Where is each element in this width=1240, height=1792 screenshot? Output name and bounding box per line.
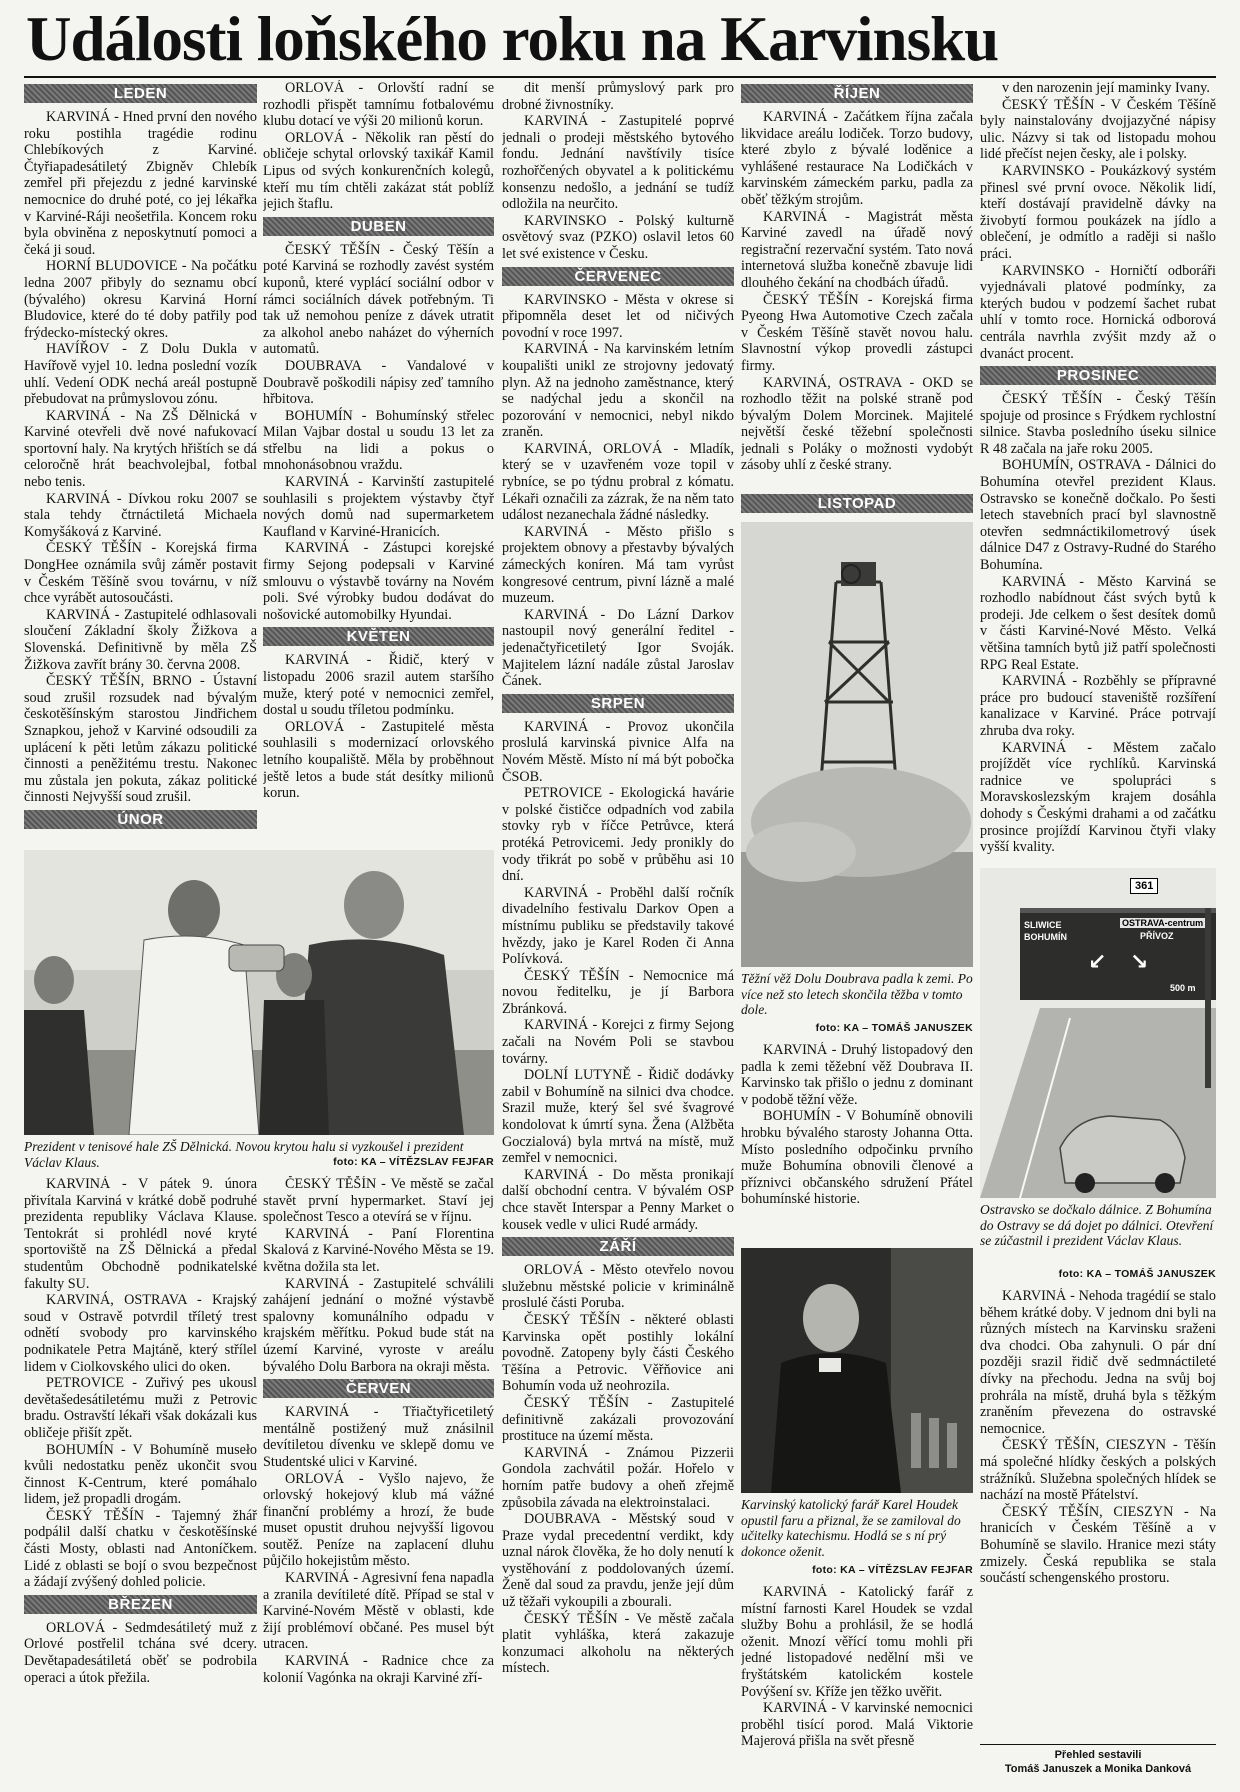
news-item: KARVINÁ - Na ZŠ Dělnická v Karviné otevřeli dvě nové nafukovací sportovní haly. Na krytých hřištích se dá celoročně hrát beachvolejbal, fotbal nebo tenis. xyxy=(24,407,257,491)
news-item: dit menší průmyslový park pro drobné živnostníky. xyxy=(502,80,734,113)
month-heading-rijen: ŘÍJEN xyxy=(741,84,973,103)
news-item: KARVINÁ - Druhý listopadový den padla k zemi těžební věž Doubrava II. Karvinsko tak přišlo o jednu z dominant v podobě těžní věže. xyxy=(741,1042,973,1108)
cervenec-articles xyxy=(502,292,734,690)
month-heading-leden: LEDEN xyxy=(24,84,257,103)
news-item: KARVINÁ - Magistrát města Karviné zavedl na úřadě nový registrační rezervační systém. Tato nová internetová služba konečně zbavuje lidi dlouhého čekání na chodbách úřadů. xyxy=(741,208,973,291)
column-3 xyxy=(502,80,734,1786)
news-item: KARVINÁ - Provoz ukončila proslulá karvinská pivnice Alfa na Novém Městě. Místo ní má být pobočka ČSOB. xyxy=(502,718,734,785)
footer-credits xyxy=(980,1744,1216,1776)
prosinec-articles xyxy=(980,391,1216,856)
news-item: PETROVICE - Zuřivý pes ukousl devětašedesátiletému muži z Petrovic bradu. Ostravští lékaři však dokázali kus obličeje přišít zpět. xyxy=(24,1375,257,1441)
column-1-bottom xyxy=(24,1176,257,1786)
photo-mining-tower-credit: foto: KA – TOMÁŠ JANUSZEK xyxy=(815,1022,973,1034)
photo-highway-credit: foto: KA – TOMÁŠ JANUSZEK xyxy=(1058,1268,1216,1280)
news-item: ORLOVÁ - Orlovští radní se rozhodli přispět tamnímu fotbalovému klubu dotací ve výši 20 milionů korun. xyxy=(263,80,494,130)
news-item: ORLOVÁ - Několik ran pěstí do obličeje schytal orlovský taxikář Kamil Lipus od svých konkurenčních kolegů, kteří mu tím chtěli zakázat stát poblíž jejich štaflu. xyxy=(263,129,494,213)
photo-priest-caption: Karvinský katolický farář Karel Houdek opustil faru a přiznal, že se zamiloval do učitelky katechismu. Hodlá se s ní prý dokonce oženit. xyxy=(741,1497,961,1559)
news-item: BOHUMÍN - V Bohumíně obnovili hrobku bývalého starosty Johanna Otta. Místo posledního odpočinku prvního muže Bohumína obnovili členové a příznivci občanského sdružení Přátel bohumínské historie. xyxy=(741,1108,973,1208)
news-item: ORLOVÁ - Vyšlo najevo, že orlovský hokejový klub má vážné finanční problémy a hrozí, že bude muset opustit druhou nejvyšší ligovou soutěž. Peníze na zaplacení dluhu půjčilo hokejistům město. xyxy=(263,1470,494,1570)
news-item: KARVINSKO - Polský kulturně osvětový svaz (PZKO) oslavil letos 60 let své existence v Česku. xyxy=(502,212,734,262)
month-heading-prosinec: PROSINEC xyxy=(980,366,1216,385)
news-item: KARVINÁ - Do města pronikají další obchodní centra. V bývalém OSP chce stavět Interspar a Penny Market o kousek vedle v ulici Rudé armády. xyxy=(502,1166,734,1233)
news-item: ČESKÝ TĚŠÍN - Ve městě se začal stavět první hypermarket. Staví jej společnost Tesco a otevírá se v říjnu. xyxy=(263,1176,494,1226)
news-item: ČESKÝ TĚŠÍN - Český Těšín a poté Karviná se rozhodly zavést systém kuponů, které vyplácí sociální odbor v rámci sociálních dávek potřebným. Ti tak už nemohou peníze z dávek utratit za alkohol anebo naházet do výherních automatů. xyxy=(263,241,494,358)
news-item: KARVINÁ - Dívkou roku 2007 se stala tehdy čtrnáctiletá Michaela Komyšáková z Karviné. xyxy=(24,490,257,540)
news-item: KARVINÁ - Radnice chce za kolonií Vagónka na okraji Karviné zří- xyxy=(263,1653,494,1686)
headline: Události loňského roku na Karvinsku xyxy=(26,6,999,72)
news-item: ČESKÝ TĚŠÍN - Nemocnice má novou ředitelku, je jí Barbora Zbránková. xyxy=(502,967,734,1017)
news-item: BOHUMÍN, OSTRAVA - Dálnici do Bohumína otevřel prezident Klaus. Ostravsko se konečně dočkalo. Po šesti letech stavebních prací byl slavnostně otevřen sedmnáctikilometrový úsek dálnice D47 z Ostravy-Rudné do Starého Bohumína. xyxy=(980,457,1216,574)
column-5 xyxy=(980,80,1216,863)
news-item: ČESKÝ TĚŠÍN - V Českém Těšíně byly nainstalovány dvojjazyčné nápisy ulic. Názvy si tak od listopadu mohou lidé přečíst nejen česky, ale i polsky. xyxy=(980,96,1216,163)
news-item: KARVINÁ - Proběhl další ročník divadelního festivalu Darkov Open a místnímu publiku se představily takové hvězdy, jako je Karel Roden či Anna Polívková. xyxy=(502,884,734,968)
news-item: KARVINÁ - Zástupci korejské firmy Sejong podepsali v Karviné smlouvu o výstavbě továrny na Novém poli. Své výrobky budou dodávat do nošovické automobilky Hyundai. xyxy=(263,540,494,623)
column-2 xyxy=(263,80,494,845)
sign-road-number: 361 xyxy=(1130,878,1158,894)
listopad-heading-wrap xyxy=(741,490,973,520)
news-item: KARVINÁ - Katolický farář z místní farnosti Karel Houdek se vzdal služby Bohu a prohlásil, že se hodlá oženit. Mnozí věřící tomu mohli při jedné listopadové nedělní mši ve fryštátském katolickém kostele Povýšení sv. Kříže jen těžko uvěřit. xyxy=(741,1584,973,1700)
col4-bottom-articles xyxy=(741,1584,973,1750)
news-item: KARVINÁ - V pátek 9. února přivítala Karviná v krátké době podruhé prezidenta republiky Václava Klause. Tentokrát si prohlédl nové kryté sportoviště na ZŠ Dělnická a předal studentům Obchodně podnikatelské fakulty SU. xyxy=(24,1176,257,1292)
month-heading-duben: DUBEN xyxy=(263,217,494,236)
col2-top-articles xyxy=(263,80,494,213)
news-item: KARVINSKO - Města v okrese si připomněla deset let od ničivých povodní v roce 1997. xyxy=(502,291,734,341)
news-item: KARVINÁ - Řidič, který v listopadu 2006 srazil autem staršího muže, který poté v nemocnici zemřel, dostal u soudu tříletou podmínku. xyxy=(263,652,494,719)
column-5-bottom xyxy=(980,1288,1216,1736)
column-2-bottom xyxy=(263,1176,494,1786)
news-item: HAVÍŘOV - Z Dolu Dukla v Havířově vyjel 10. ledna poslední vozík uhlí. Vedení ODK nechá areál postupně přebudovat na průmyslovou zónu. xyxy=(24,341,257,408)
col3-top-articles xyxy=(502,80,734,263)
col5-top-articles xyxy=(980,80,1216,362)
rijen-articles xyxy=(741,109,973,474)
news-item: ČESKÝ TĚŠÍN, CIESZYN - Těšín má společné hlídky českých a polských strážníků. Služebna společných hlídek se nachází na mostě Přátelství. xyxy=(980,1437,1216,1504)
col2-bottom-articles xyxy=(263,1176,494,1375)
news-item: ČESKÝ TĚŠÍN - Zastupitelé definitivně zakázali provozování prostituce na území města. xyxy=(502,1394,734,1445)
news-item: BOHUMÍN - Bohumínský střelec Milan Vajbar dostal u soudu 13 let za střelbu na lidi a pokus o mnohonásobnou vraždu. xyxy=(263,407,494,474)
month-heading-unor: ÚNOR xyxy=(24,810,257,829)
news-item: KARVINÁ - Na karvinském letním koupališti unikl ze strojovny jedovatý plyn. Až na jednoho zaměstnance, který se nadýchal jedu a skončil na pozorování v nemocnici, nebyl nikdo zraněn. xyxy=(502,341,734,441)
cerven-articles xyxy=(263,1404,494,1686)
headline-rule xyxy=(24,76,1216,78)
column-4-middle xyxy=(741,1042,973,1242)
news-item: KARVINÁ - Agresivní fena napadla a zranila devítileté dítě. Případ se stal v Karviné-Novém Městě v oblasti, kde žijí problémoví občané. Pes musel být utracen. xyxy=(263,1570,494,1653)
news-item: KARVINÁ - Město přišlo s projektem obnovy a přestavby bývalých zámeckých koníren. Má tam vyrůst kongresové centrum, pivní lázně a malé muzeum. xyxy=(502,523,734,607)
column-1 xyxy=(24,80,257,840)
news-item: KARVINÁ, ORLOVÁ - Mladík, který se v uzavřeném voze topil v rybníce, se po týdnu probral z kómatu. Lékaři označili za zázrak, že na něm tato událost nezanechala žádné následky. xyxy=(502,440,734,524)
sign-arrow-right-icon: ↘ xyxy=(1130,950,1149,975)
news-item: KARVINÁ - Paní Florentina Skalová z Karviné-Nového Města se 19. května dožila sta let. xyxy=(263,1225,494,1275)
photo-priest-credit: foto: KA – VÍTĚZSLAV FEJFAR xyxy=(812,1564,973,1576)
month-heading-zari: ZÁŘÍ xyxy=(502,1237,734,1256)
news-item: ORLOVÁ - Město otevřelo novou služebnu městské policie v kriminálně proslulé části Poruba. xyxy=(502,1262,734,1312)
news-item: KARVINSKO - Horničtí odboráři vyjednávali platové podmínky, za kterých budou v podzemí šachet rubat uhlí v tomto roce. Hornická odborová centrála navrhla zvýšit mzdy až o dvanáct procent. xyxy=(980,262,1216,362)
news-item: ORLOVÁ - Zastupitelé města souhlasili s modernizací orlovského letního koupaliště. Měla by proběhnout ještě letos a bude stát desítky milionů korun. xyxy=(263,718,494,802)
photo-priest xyxy=(741,1248,973,1493)
news-item: KARVINÁ - Zastupitelé schválili zahájení jednání o možné výstavbě spalovny komunálního odpadu v krajském měřítku. Pokud bude stát na území Karviné, vyroste v areálu bývalého Dolu Barbora na okraji města. xyxy=(263,1275,494,1375)
news-item: ČESKÝ TĚŠÍN - Korejská firma DongHee oznámila svůj záměr postavit v Českém Těšíně svou továrnu, v níž chce vyrábět autosoučásti. xyxy=(24,540,257,607)
sign-arrow-icon: ↙ xyxy=(1088,950,1107,975)
news-item: ČESKÝ TĚŠÍN - Český Těšín spojuje od prosince s Frýdkem rychlostní silnice. Stavba posledního úseku silnice R 48 začala na jaře roku 2005. xyxy=(980,391,1216,457)
photo-president-credit: foto: KA – VÍTĚZSLAV FEJFAR xyxy=(333,1156,494,1168)
listopad-articles xyxy=(741,1042,973,1208)
photo-mining-tower-caption: Těžní věž Dolu Doubrava padla k zemi. Po více než sto letech skončila těžba v tomto dole. xyxy=(741,971,973,1017)
srpen-articles xyxy=(502,719,734,1233)
news-item: HORNÍ BLUDOVICE - Na počátku ledna 2007 přibyly do seznamu obcí (bývalého) okresu Karviná Horní Bludovice, které do té doby patřily pod frýdecko-místecký okres. xyxy=(24,258,257,341)
news-item: ORLOVÁ - Sedmdesátiletý muž z Orlové postřelil tchána své dcery. Devětapadesátiletá oběť se podrobila operaci a útok přežila. xyxy=(24,1619,257,1686)
news-item: DOUBRAVA - Vandalové v Doubravě poškodili nápisy zeď tamního hřbitova. xyxy=(263,357,494,408)
footer-line-1: Přehled sestavili xyxy=(1054,1749,1142,1761)
sign-right-1: OSTRAVA-centrum xyxy=(1122,918,1204,928)
news-item: KARVINÁ - V karvinské nemocnici proběhl tisící porod. Malá Viktorie Majerová přišla na svět přesně xyxy=(741,1700,973,1750)
sign-distance: 500 m xyxy=(1170,983,1196,993)
column-4-bottom xyxy=(741,1584,973,1786)
column-4 xyxy=(741,80,973,485)
month-heading-kveten: KVĚTEN xyxy=(263,627,494,646)
news-item: KARVINÁ - Začátkem října začala likvidace areálu lodiček. Torzo budovy, které zbylo z bývalé loděnice a vyhlášené restaurace Na Lodičkách v karvinském zámeckém parku, padla za oběť těžkým strojům. xyxy=(741,109,973,208)
news-item: v den narozenin její maminky Ivany. xyxy=(1002,80,1210,96)
photo-highway xyxy=(980,868,1216,1198)
news-item: KARVINÁ - Zastupitelé odhlasovali sloučení Základní školy Žižkova a Slovenská. Definitivně by měla ZŠ Žižkova zavřít brány 30. června 2008. xyxy=(24,606,257,673)
footer-line-2: Tomáš Januszek a Monika Danková xyxy=(1004,1763,1192,1775)
photo-mining-tower xyxy=(741,522,973,967)
sign-left-2: BOHUMÍN xyxy=(1024,932,1067,942)
news-item: DOUBRAVA - Městský soud v Praze vydal precedentní verdikt, kdy uznal nárok člověka, že ho doly nenutí k vystěhování z poddolovaných území. Ženě dal soud za pravdu, jenže její dům už těžaři vykoupili a zbourali. xyxy=(502,1511,734,1611)
month-heading-listopad: LISTOPAD xyxy=(741,494,973,513)
news-item: KARVINÁ - Karvinští zastupitelé souhlasili s projektem výstavby čtyř nových domů nad supermarketem Kaufland v Karviné-Hranicích. xyxy=(263,474,494,540)
news-item: PETROVICE - Ekologická havárie v polské čističce odpadních vod zabila stovky ryb v říčce Petrůvce, která protéká Petrovicemi. Jedy pronikly do vody třikrát po sobě v průběhu asi 10 dní. xyxy=(502,785,734,885)
news-item: ČESKÝ TĚŠÍN, BRNO - Ústavní soud zrušil rozsudek nad bývalým českotěšínským starostou Jindřichem Sznapkou, jehož v Karviné odsoudili za uplácení k pěti letům zákazu politické činnosti a peněžitému trestu. Nakonec mu zůstala jen pokuta, zákaz politické činnosti Nejvyšší soud zrušil. xyxy=(24,673,257,806)
photo-president xyxy=(24,850,494,1135)
news-item: KARVINÁ - Třiačtyřicetiletý mentálně postižený muž znásilnil devítiletou dívenku ve sklepě domu ve Studentské ulici v Karviné. xyxy=(263,1404,494,1470)
month-heading-srpen: SRPEN xyxy=(502,694,734,713)
photo-president-caption: Prezident v tenisové hale ZŠ Dělnická. Novou krytou halu si vyzkoušel i prezident Václav Klaus. xyxy=(24,1139,464,1170)
brezen-articles xyxy=(24,1620,257,1686)
month-heading-cervenec: ČERVENEC xyxy=(502,267,734,286)
news-item: KARVINÁ - Městem začalo projíždět více rychlíků. Karvinská radnice ve spolupráci s Moravskoslezským krajem dosáhla dohody s Českými drahami a od začátku prosince projíždí Karvinou čtyři vlaky vyšší kvality. xyxy=(980,739,1216,856)
news-item: KARVINÁ - Hned první den nového roku postihla tragédie rodinu Chlebíkových z Karviné. Čtyřiapadesátiletý Zbigněv Chlebík zemřel při přejezdu z jedné karvinské nemocnice do druhé poté, co jej lékařka v Karviné-Ráji neošetřila. Koncem roku byla obviněna z neposkytnutí pomoci a čeká ji soud. xyxy=(24,109,257,258)
news-item: KARVINSKO - Poukázkový systém přinesl své první ovoce. Několik lidí, kteří dostávají pravidelně dávky na živobytí formou poukázek na jídlo a oblečení, je odmítlo a raději si našlo práci. xyxy=(980,162,1216,262)
news-item: ČESKÝ TĚŠÍN - Tajemný žhář podpálil další chatku v českotěšínské části Mosty, oblasti nad Antoníčkem. Lidé z oblasti se bojí o svou bezpečnost a žádají zvýšený dohled policie. xyxy=(24,1507,257,1591)
news-item: ČESKÝ TĚŠÍN - Ve městě začala platit vyhláška, která zakazuje konzumaci alkoholu na některých místech. xyxy=(502,1610,734,1677)
news-item: KARVINÁ, OSTRAVA - OKD se rozhodlo těžit na polské straně pod bývalým Dolem Morcinek. Majitelé největší české těžební společnosti jednali s Poláky o možnosti vydobýt zásoby uhlí z české strany. xyxy=(741,374,973,474)
news-item: KARVINÁ, OSTRAVA - Krajský soud v Ostravě potvrdil tříletý trest odnětí svobody pro karvinského podnikatele Petra Majtáně, který střílel lidem v Ciolkovského ulici do oken. xyxy=(24,1292,257,1375)
month-heading-cerven: ČERVEN xyxy=(263,1379,494,1398)
sign-left-1: SLIWICE xyxy=(1024,920,1062,930)
news-item: BOHUMÍN - V Bohumíně museło kvůli nedostatku peněz ukončit svou činnost K-Centrum, které pomáhalo lidem, jež propadli drogám. xyxy=(24,1441,257,1508)
col5-bottom-articles xyxy=(980,1288,1216,1587)
news-item: ČESKÝ TĚŠÍN - Korejská firma Pyeong Hwa Automotive Czech začala v Českém Těšíně stavět novou halu. Slavnostní výkop provedli zástupci firmy. xyxy=(741,291,973,374)
kveten-articles xyxy=(263,652,494,801)
month-heading-brezen: BŘEZEN xyxy=(24,1595,257,1614)
news-item: ČESKÝ TĚŠÍN - některé oblasti Karvinska opět postihly lokální povodně. Zatopeny byly části Českého Těšína a Petrovic. Věřňovice ani Bohumín voda už neohrozila. xyxy=(502,1311,734,1395)
photo-highway-caption: Ostravsko se dočkalo dálnice. Z Bohumína do Ostravy se dá dojet po dálnici. Otevření se zúčastnil i prezident Václav Klaus. xyxy=(980,1202,1214,1248)
news-item: KARVINÁ - Do Lázní Darkov nastoupil nový generální ředitel - jedenačtyřicetiletý Igor Svoják. Majitelem lázní nadále zůstal Jaroslav Čánek. xyxy=(502,606,734,690)
news-item: KARVINÁ - Město Karviná se rozhodlo nabídnout část svých bytů k prodeji. Jde celkem o šest desítek domů v části Karviné-Nové Město. Velká většina tamních bytů již patří společnosti RPG Real Estate. xyxy=(980,573,1216,673)
news-item: KARVINÁ - Známou Pizzerii Gondola zachvátil požár. Hořelo v horním patře budovy a oheň zřejmě způsobila závada na elektroinstalaci. xyxy=(502,1444,734,1511)
news-item: DOLNÍ LUTYNĚ - Řidič dodávky zabil v Bohumíně na silnici dva chodce. Srazil muže, který šel své švagrové kondolovat k úmrtí syna. Žena (Alžběta Goczialová) byla mrtvá na místě, muž zemřel v nemocnici. xyxy=(502,1067,734,1167)
news-item: KARVINÁ - Nehoda tragédií se stalo během krátké doby. V jednom dni byli na různých místech na Karvinsku sraženi dva chodci. Oba zahynuli. O pár dní později srazil řidič dvě sedmnáctileté dívky na přechodu. Jedna na svůj boj prohrála na místě, druhá byla s těžkým zraněním převezena do ostravské nemocnice. xyxy=(980,1288,1216,1437)
duben-articles xyxy=(263,242,494,624)
news-item: KARVINÁ - Korejci z firmy Sejong začali na Novém Poli se stavbou továrny. xyxy=(502,1017,734,1067)
news-item: KARVINÁ - Rozběhly se přípravné práce pro budoucí staveniště rozšíření kanalizace v Karviné. Práce potrvají zhruba dva roky. xyxy=(980,673,1216,739)
leden-articles xyxy=(24,109,257,806)
sign-right-2: PŘÍVOZ xyxy=(1140,931,1174,941)
news-item: ČESKÝ TĚŠÍN, CIESZYN - Na hranicích v Českém Těšíně a v Bohumíně se slavilo. Hranice mezi státy zmizely. Česká republika se stala součástí schengenského prostoru. xyxy=(980,1503,1216,1587)
unor-articles xyxy=(24,1176,257,1591)
zari-articles xyxy=(502,1262,734,1677)
news-item: KARVINÁ - Zastupitelé poprvé jednali o prodeji městského bytového fondu. Jednání navštívily tisíce rozhořčených obyvatel a k politickému konsenzu nedošlo, a jednání se tudíž odložila na neurčito. xyxy=(502,113,734,213)
